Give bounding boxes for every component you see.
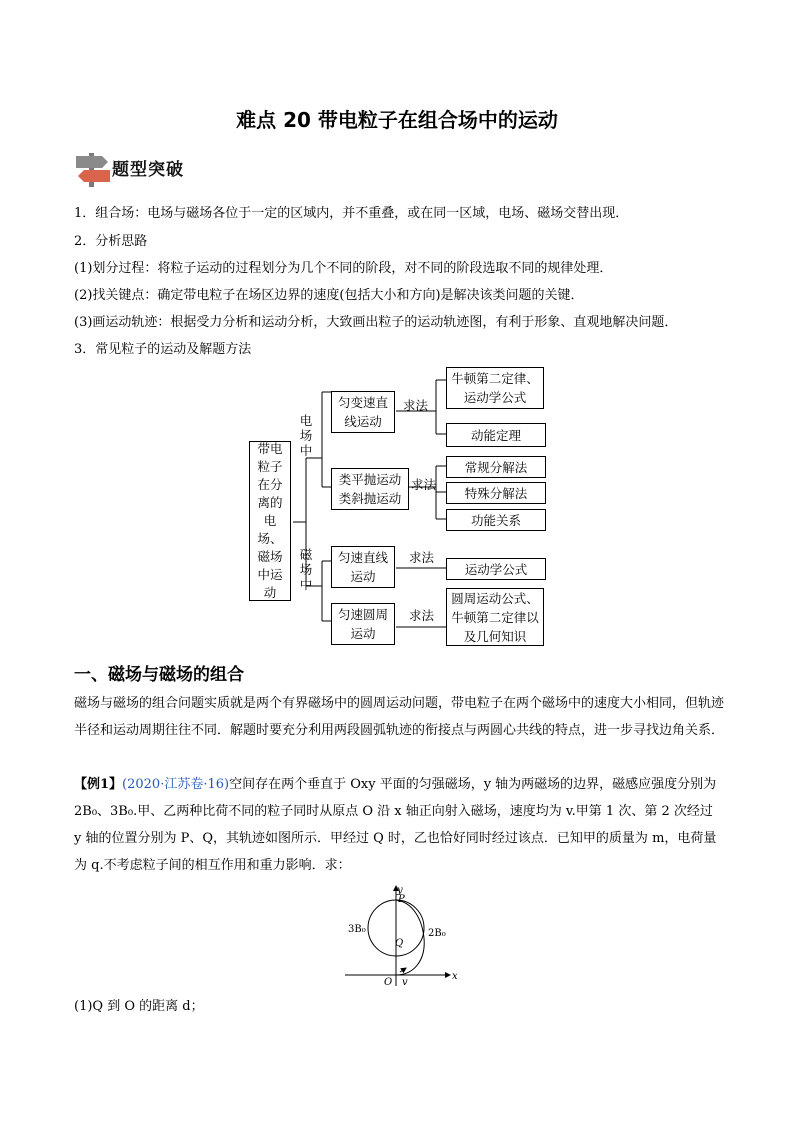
intro-line-3: (1)划分过程：将粒子运动的过程划分为几个不同的阶段，对不同的阶段选取不同的规律处理． xyxy=(74,261,613,276)
intro-line-2: 2．分析思路 xyxy=(74,234,148,249)
page-title: 难点 20 带电粒子在组合场中的运动 xyxy=(236,108,558,132)
flow-e2-box: 类平抛运动类斜抛运动 xyxy=(331,468,409,510)
intro-line-5: (3)画运动轨迹：根据受力分析和运动分析，大致画出粒子的运动轨迹图，有利于形象、直观地解决问题． xyxy=(74,315,678,330)
flow-e1-box: 匀变速直线运动 xyxy=(331,391,395,433)
flow-root-box: 带电粒子在分离的电场、磁场中运动 xyxy=(249,441,291,601)
method-label-e2: 求法 xyxy=(411,477,437,492)
flow-m2-result-1: 圆周运动公式、牛顿第二定律以及几何知识 xyxy=(446,588,544,646)
flow-e1-result-2: 动能定理 xyxy=(446,423,546,447)
badge-label: 题型突破 xyxy=(112,160,184,180)
example-1 xyxy=(74,771,724,879)
trajectory-diagram xyxy=(340,880,460,990)
fig-right-field: 2B₀ xyxy=(428,928,446,939)
fig-origin-label: O xyxy=(384,977,393,988)
fig-q-label: Q xyxy=(395,938,404,949)
question-1: (1)Q 到 O 的距离 d； xyxy=(74,999,204,1014)
section-heading: 一、磁场与磁场的组合 xyxy=(74,665,244,685)
fig-p-label: P xyxy=(398,894,405,905)
flow-e2-result-2: 特殊分解法 xyxy=(446,482,546,504)
trajectory-figure xyxy=(340,880,460,990)
intro-line-6: 3．常见粒子的运动及解题方法 xyxy=(74,342,252,357)
electric-field-label: 电场中 xyxy=(299,413,313,458)
example-label: 【例1】 xyxy=(74,777,123,792)
flow-e2-result-3: 功能关系 xyxy=(446,509,546,531)
fig-x-label: x xyxy=(452,971,458,982)
flow-m1-box: 匀速直线运动 xyxy=(331,546,395,588)
method-label-e1: 求法 xyxy=(403,398,429,413)
intro-line-4: (2)找关键点：确定带电粒子在场区边界的速度(包括大小和方向)是解决该类问题的关键． xyxy=(74,288,584,303)
fig-y-label: y xyxy=(397,885,403,896)
method-label-m2: 求法 xyxy=(409,608,435,623)
flow-m1-result-1: 运动学公式 xyxy=(446,558,546,580)
flow-e1-result-1: 牛顿第二定律、运动学公式 xyxy=(446,367,544,409)
fig-left-field: 3B₀ xyxy=(348,924,366,935)
example-text: 空间存在两个垂直于 Oxy 平面的匀强磁场，y 轴为两磁场的边界，磁感应强度分别为 2B₀、3B₀.甲、乙两种比荷不同的粒子同时从原点 O 沿 x 轴正向射入磁场，速度均为 v.甲第 1 次、第 2 次经过 y 轴的位置分别为 P、Q，其轨迹如图所示．甲经过 Q 时，乙也恰好同时经过该点．已知甲的质量为 m，电荷量为 q.不考虑粒子间的相互作用和重力影响．求： xyxy=(74,777,717,873)
flow-m2-box: 匀速圆周运动 xyxy=(331,603,395,645)
method-label-m1: 求法 xyxy=(409,550,435,565)
fig-v-label: v xyxy=(402,977,408,988)
section-body: 磁场与磁场的组合问题实质就是两个有界磁场中的圆周运动问题，带电粒子在两个磁场中的速度大小相同，但轨迹半径和运动周期往往不同．解题时要充分利用两段圆弧轨迹的衔接点与两圆心共线的特点，进一步寻找边角关系． xyxy=(74,696,725,738)
example-source: (2020·江苏卷·16) xyxy=(122,777,230,792)
magnetic-field-label: 磁场中 xyxy=(299,547,313,592)
flow-e2-result-1: 常规分解法 xyxy=(446,456,546,478)
intro-line-1: 1．组合场：电场与磁场各位于一定的区域内，并不重叠，或在同一区域，电场、磁场交替出现． xyxy=(74,206,629,221)
